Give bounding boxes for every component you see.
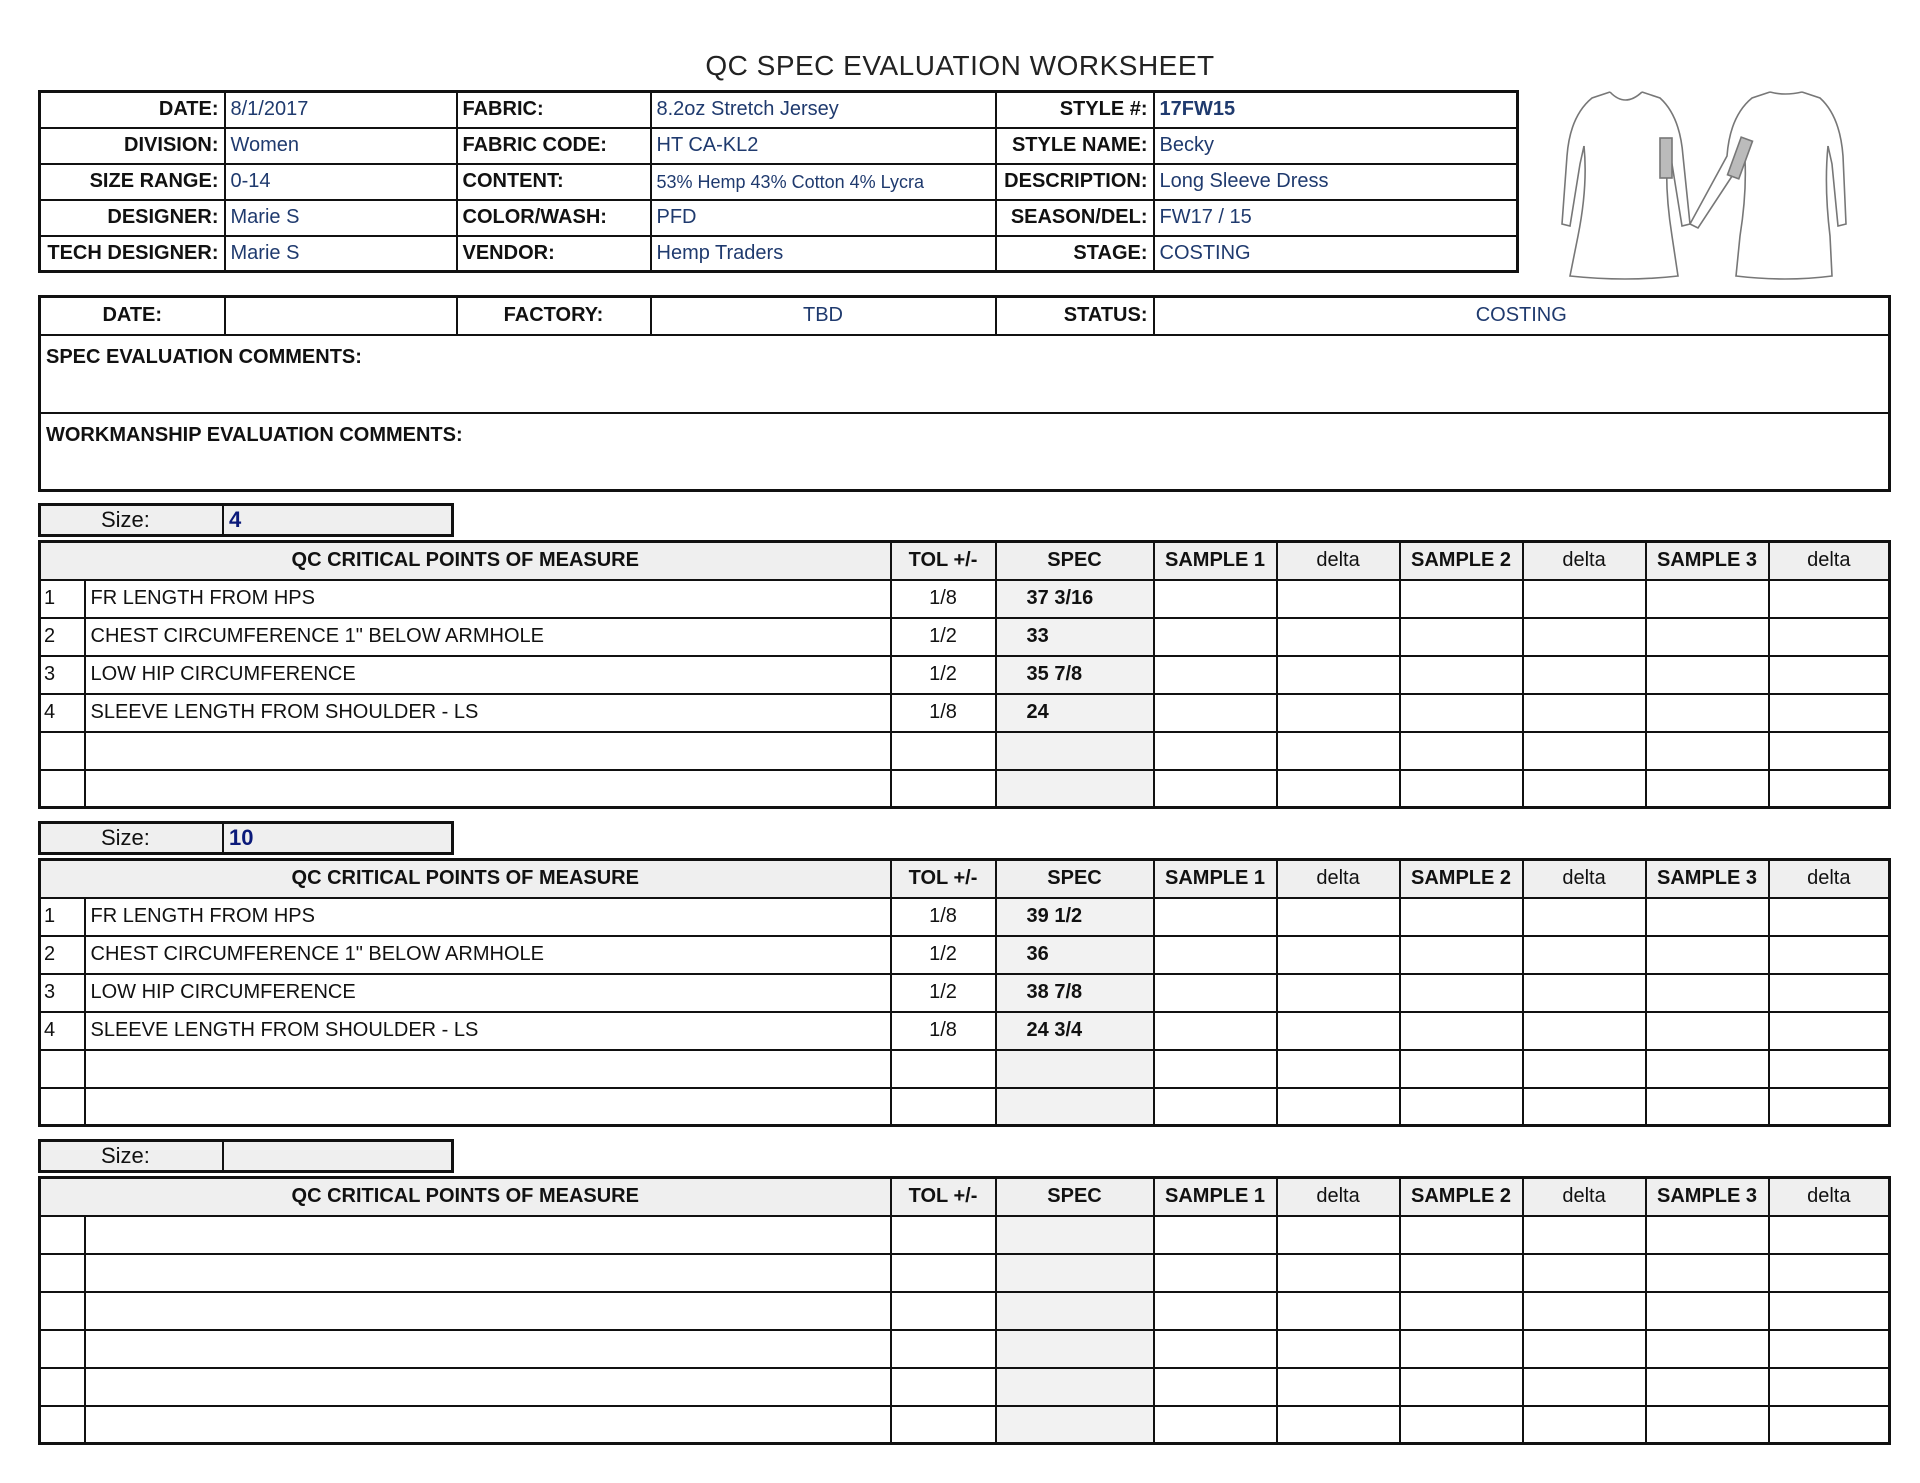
spec-cell[interactable]: 24 3/4 bbox=[996, 1012, 1154, 1050]
sample3-cell[interactable] bbox=[1646, 1050, 1769, 1088]
delta1-cell[interactable] bbox=[1277, 1292, 1400, 1330]
style-no-field[interactable]: 17FW15 bbox=[1154, 92, 1518, 128]
description-field[interactable]: Long Sleeve Dress bbox=[1154, 164, 1518, 200]
delta1-cell[interactable] bbox=[1277, 1254, 1400, 1292]
delta3-cell[interactable] bbox=[1769, 694, 1890, 732]
stage-field[interactable]: COSTING bbox=[1154, 236, 1518, 272]
sample2-cell[interactable] bbox=[1400, 1406, 1523, 1444]
content-label: CONTENT: bbox=[457, 164, 651, 200]
sample3-cell[interactable] bbox=[1646, 936, 1769, 974]
tol-cell[interactable]: 1/8 bbox=[891, 898, 996, 936]
pom-cell[interactable] bbox=[85, 1050, 891, 1088]
delta1-cell[interactable] bbox=[1277, 1406, 1400, 1444]
pom-cell[interactable]: CHEST CIRCUMFERENCE 1" BELOW ARMHOLE bbox=[85, 618, 891, 656]
sample2-cell[interactable] bbox=[1400, 770, 1523, 808]
sample3-cell[interactable] bbox=[1646, 974, 1769, 1012]
size-box bbox=[38, 503, 454, 537]
spec-cell[interactable] bbox=[996, 1368, 1154, 1406]
status-field[interactable]: COSTING bbox=[1154, 297, 1890, 335]
pom-cell[interactable] bbox=[85, 1254, 891, 1292]
tol-cell[interactable] bbox=[891, 1254, 996, 1292]
row-number bbox=[40, 1330, 85, 1368]
sample1-cell[interactable] bbox=[1154, 1292, 1277, 1330]
pom-cell[interactable]: SLEEVE LENGTH FROM SHOULDER - LS bbox=[85, 1012, 891, 1050]
tol-header: TOL +/- bbox=[891, 542, 996, 580]
front-view-sketch bbox=[1562, 92, 1690, 279]
sample2-cell[interactable] bbox=[1400, 1368, 1523, 1406]
sample1-header: SAMPLE 1 bbox=[1154, 1178, 1277, 1216]
division-field[interactable]: Women bbox=[225, 128, 457, 164]
delta1-header: delta bbox=[1277, 1178, 1400, 1216]
color-wash-label: COLOR/WASH: bbox=[457, 200, 651, 236]
delta1-cell[interactable] bbox=[1277, 770, 1400, 808]
spec-cell[interactable] bbox=[996, 1330, 1154, 1368]
tol-cell[interactable] bbox=[891, 732, 996, 770]
delta2-cell[interactable] bbox=[1523, 1406, 1646, 1444]
pom-cell[interactable] bbox=[85, 732, 891, 770]
row-number bbox=[40, 1254, 85, 1292]
size-range-field[interactable]: 0-14 bbox=[225, 164, 457, 200]
spec-cell[interactable]: 35 7/8 bbox=[996, 656, 1154, 694]
delta2-cell[interactable] bbox=[1523, 770, 1646, 808]
sample2-header: SAMPLE 2 bbox=[1400, 860, 1523, 898]
fabric-code-field[interactable]: HT CA-KL2 bbox=[651, 128, 996, 164]
sample3-cell[interactable] bbox=[1646, 656, 1769, 694]
sample1-cell[interactable] bbox=[1154, 1368, 1277, 1406]
spec-cell[interactable] bbox=[996, 1088, 1154, 1126]
table-row bbox=[40, 1050, 1890, 1088]
pom-table bbox=[38, 858, 1891, 1127]
spec-evaluation-comments[interactable]: SPEC EVALUATION COMMENTS: bbox=[40, 335, 1890, 413]
description-label: DESCRIPTION: bbox=[996, 164, 1154, 200]
spec-header: SPEC bbox=[996, 1178, 1154, 1216]
sample2-cell[interactable] bbox=[1400, 732, 1523, 770]
sample1-cell[interactable] bbox=[1154, 580, 1277, 618]
table-row bbox=[40, 974, 1890, 1012]
sample1-cell[interactable] bbox=[1154, 1254, 1277, 1292]
table-row bbox=[40, 1088, 1890, 1126]
pom-cell[interactable]: CHEST CIRCUMFERENCE 1" BELOW ARMHOLE bbox=[85, 936, 891, 974]
pom-cell[interactable] bbox=[85, 1292, 891, 1330]
sample2-cell[interactable] bbox=[1400, 1050, 1523, 1088]
delta2-cell[interactable] bbox=[1523, 1088, 1646, 1126]
delta3-cell[interactable] bbox=[1769, 898, 1890, 936]
table-row bbox=[40, 1254, 1890, 1292]
spec-cell[interactable]: 39 1/2 bbox=[996, 898, 1154, 936]
row-number bbox=[40, 770, 85, 808]
table-row bbox=[40, 898, 1890, 936]
size-label: Size: bbox=[41, 824, 224, 852]
sample1-header: SAMPLE 1 bbox=[1154, 860, 1277, 898]
tech-designer-field[interactable]: Marie S bbox=[225, 236, 457, 272]
tol-header: TOL +/- bbox=[891, 1178, 996, 1216]
delta2-cell[interactable] bbox=[1523, 580, 1646, 618]
tol-cell[interactable]: 1/8 bbox=[891, 1012, 996, 1050]
pom-cell[interactable]: FR LENGTH FROM HPS bbox=[85, 898, 891, 936]
row-number: 1 bbox=[40, 898, 85, 936]
spec-cell[interactable] bbox=[996, 732, 1154, 770]
delta1-cell[interactable] bbox=[1277, 1330, 1400, 1368]
delta3-cell[interactable] bbox=[1769, 1254, 1890, 1292]
sample1-cell[interactable] bbox=[1154, 770, 1277, 808]
delta3-cell[interactable] bbox=[1769, 1050, 1890, 1088]
table-row bbox=[40, 1330, 1890, 1368]
status-date-label: DATE: bbox=[40, 297, 225, 335]
sample1-header: SAMPLE 1 bbox=[1154, 542, 1277, 580]
sample2-cell[interactable] bbox=[1400, 618, 1523, 656]
factory-label: FACTORY: bbox=[457, 297, 651, 335]
factory-field[interactable]: TBD bbox=[651, 297, 996, 335]
row-number: 3 bbox=[40, 974, 85, 1012]
status-label: STATUS: bbox=[996, 297, 1154, 335]
sample3-cell[interactable] bbox=[1646, 580, 1769, 618]
pom-cell[interactable] bbox=[85, 1368, 891, 1406]
designer-label: DESIGNER: bbox=[40, 200, 225, 236]
sample2-cell[interactable] bbox=[1400, 1012, 1523, 1050]
back-view-sketch bbox=[1690, 92, 1846, 279]
delta2-header: delta bbox=[1523, 1178, 1646, 1216]
pom-cell[interactable] bbox=[85, 770, 891, 808]
sample3-cell[interactable] bbox=[1646, 1012, 1769, 1050]
garment-sketch bbox=[1540, 86, 1860, 286]
tol-cell[interactable] bbox=[891, 1330, 996, 1368]
spec-cell[interactable] bbox=[996, 1254, 1154, 1292]
row-number: 4 bbox=[40, 1012, 85, 1050]
sample3-header: SAMPLE 3 bbox=[1646, 1178, 1769, 1216]
delta3-header: delta bbox=[1769, 1178, 1890, 1216]
row-number bbox=[40, 732, 85, 770]
spec-cell[interactable]: 33 bbox=[996, 618, 1154, 656]
delta2-cell[interactable] bbox=[1523, 898, 1646, 936]
sample1-cell[interactable] bbox=[1154, 694, 1277, 732]
delta1-cell[interactable] bbox=[1277, 1012, 1400, 1050]
delta3-cell[interactable] bbox=[1769, 1330, 1890, 1368]
delta1-cell[interactable] bbox=[1277, 580, 1400, 618]
tol-cell[interactable] bbox=[891, 1050, 996, 1088]
sample3-cell[interactable] bbox=[1646, 1216, 1769, 1254]
delta2-header: delta bbox=[1523, 542, 1646, 580]
sample1-cell[interactable] bbox=[1154, 732, 1277, 770]
spec-header: SPEC bbox=[996, 860, 1154, 898]
spec-cell[interactable] bbox=[996, 1406, 1154, 1444]
row-number bbox=[40, 1368, 85, 1406]
table-row bbox=[40, 1012, 1890, 1050]
sample1-cell[interactable] bbox=[1154, 1012, 1277, 1050]
delta3-cell[interactable] bbox=[1769, 618, 1890, 656]
size-field[interactable]: 4 bbox=[224, 506, 451, 534]
season-field[interactable]: FW17 / 15 bbox=[1154, 200, 1518, 236]
sample3-cell[interactable] bbox=[1646, 1406, 1769, 1444]
tol-cell[interactable]: 1/8 bbox=[891, 580, 996, 618]
date-label: DATE: bbox=[40, 92, 225, 128]
table-row bbox=[40, 770, 1890, 808]
pom-cell[interactable]: FR LENGTH FROM HPS bbox=[85, 580, 891, 618]
sample2-cell[interactable] bbox=[1400, 580, 1523, 618]
designer-field[interactable]: Marie S bbox=[225, 200, 457, 236]
delta1-cell[interactable] bbox=[1277, 898, 1400, 936]
sample3-cell[interactable] bbox=[1646, 732, 1769, 770]
table-row bbox=[40, 1292, 1890, 1330]
size-range-label: SIZE RANGE: bbox=[40, 164, 225, 200]
sample1-cell[interactable] bbox=[1154, 1330, 1277, 1368]
style-name-field[interactable]: Becky bbox=[1154, 128, 1518, 164]
sample3-cell[interactable] bbox=[1646, 1292, 1769, 1330]
delta1-cell[interactable] bbox=[1277, 618, 1400, 656]
table-row bbox=[40, 1216, 1890, 1254]
tol-cell[interactable] bbox=[891, 1216, 996, 1254]
sample3-header: SAMPLE 3 bbox=[1646, 860, 1769, 898]
delta1-cell[interactable] bbox=[1277, 1050, 1400, 1088]
delta1-cell[interactable] bbox=[1277, 1088, 1400, 1126]
delta3-cell[interactable] bbox=[1769, 974, 1890, 1012]
spec-header: SPEC bbox=[996, 542, 1154, 580]
sample2-cell[interactable] bbox=[1400, 694, 1523, 732]
sample2-cell[interactable] bbox=[1400, 1088, 1523, 1126]
pom-cell[interactable] bbox=[85, 1330, 891, 1368]
sample2-cell[interactable] bbox=[1400, 1254, 1523, 1292]
pom-cell[interactable] bbox=[85, 1216, 891, 1254]
spec-cell[interactable]: 37 3/16 bbox=[996, 580, 1154, 618]
size-box bbox=[38, 1139, 454, 1173]
delta1-header: delta bbox=[1277, 860, 1400, 898]
season-label: SEASON/DEL: bbox=[996, 200, 1154, 236]
delta3-cell[interactable] bbox=[1769, 1216, 1890, 1254]
delta3-cell[interactable] bbox=[1769, 656, 1890, 694]
fabric-field[interactable]: 8.2oz Stretch Jersey bbox=[651, 92, 996, 128]
delta1-cell[interactable] bbox=[1277, 732, 1400, 770]
pom-header: QC CRITICAL POINTS OF MEASURE bbox=[40, 1178, 891, 1216]
spec-cell[interactable]: 38 7/8 bbox=[996, 974, 1154, 1012]
sample2-cell[interactable] bbox=[1400, 1330, 1523, 1368]
delta1-cell[interactable] bbox=[1277, 1368, 1400, 1406]
style-info-table bbox=[38, 90, 1519, 273]
delta2-cell[interactable] bbox=[1523, 1254, 1646, 1292]
sample2-cell[interactable] bbox=[1400, 936, 1523, 974]
sample1-cell[interactable] bbox=[1154, 1406, 1277, 1444]
fabric-label: FABRIC: bbox=[457, 92, 651, 128]
delta3-cell[interactable] bbox=[1769, 732, 1890, 770]
delta3-cell[interactable] bbox=[1769, 1012, 1890, 1050]
table-row bbox=[40, 694, 1890, 732]
table-row bbox=[40, 618, 1890, 656]
table-row bbox=[40, 732, 1890, 770]
table-row bbox=[40, 580, 1890, 618]
tech-designer-label: TECH DESIGNER: bbox=[40, 236, 225, 272]
tol-cell[interactable]: 1/2 bbox=[891, 618, 996, 656]
delta2-cell[interactable] bbox=[1523, 1216, 1646, 1254]
delta2-cell[interactable] bbox=[1523, 1292, 1646, 1330]
division-label: DIVISION: bbox=[40, 128, 225, 164]
pom-cell[interactable]: LOW HIP CIRCUMFERENCE bbox=[85, 974, 891, 1012]
sample1-cell[interactable] bbox=[1154, 1088, 1277, 1126]
delta1-cell[interactable] bbox=[1277, 694, 1400, 732]
sample3-cell[interactable] bbox=[1646, 898, 1769, 936]
sample3-cell[interactable] bbox=[1646, 618, 1769, 656]
delta3-cell[interactable] bbox=[1769, 1292, 1890, 1330]
sample2-cell[interactable] bbox=[1400, 974, 1523, 1012]
size-field[interactable]: 10 bbox=[224, 824, 451, 852]
sample2-cell[interactable] bbox=[1400, 1216, 1523, 1254]
sample3-cell[interactable] bbox=[1646, 694, 1769, 732]
pom-table bbox=[38, 540, 1891, 809]
sample2-header: SAMPLE 2 bbox=[1400, 1178, 1523, 1216]
size-label: Size: bbox=[41, 1142, 224, 1170]
sample3-cell[interactable] bbox=[1646, 1330, 1769, 1368]
status-date-field[interactable] bbox=[225, 297, 457, 335]
sample2-header: SAMPLE 2 bbox=[1400, 542, 1523, 580]
delta2-header: delta bbox=[1523, 860, 1646, 898]
style-no-label: STYLE #: bbox=[996, 92, 1154, 128]
delta3-header: delta bbox=[1769, 860, 1890, 898]
size-box bbox=[38, 821, 454, 855]
tol-cell[interactable] bbox=[891, 770, 996, 808]
delta3-cell[interactable] bbox=[1769, 770, 1890, 808]
delta2-cell[interactable] bbox=[1523, 1368, 1646, 1406]
delta1-cell[interactable] bbox=[1277, 1216, 1400, 1254]
sample3-cell[interactable] bbox=[1646, 1088, 1769, 1126]
sample3-cell[interactable] bbox=[1646, 770, 1769, 808]
fabric-code-label: FABRIC CODE: bbox=[457, 128, 651, 164]
row-number: 1 bbox=[40, 580, 85, 618]
row-number bbox=[40, 1216, 85, 1254]
sample1-cell[interactable] bbox=[1154, 898, 1277, 936]
delta2-cell[interactable] bbox=[1523, 656, 1646, 694]
color-wash-field[interactable]: PFD bbox=[651, 200, 996, 236]
tol-cell[interactable] bbox=[891, 1292, 996, 1330]
sample1-cell[interactable] bbox=[1154, 1216, 1277, 1254]
pom-header: QC CRITICAL POINTS OF MEASURE bbox=[40, 542, 891, 580]
tol-cell[interactable]: 1/8 bbox=[891, 694, 996, 732]
tol-cell[interactable]: 1/2 bbox=[891, 936, 996, 974]
row-number bbox=[40, 1406, 85, 1444]
spec-cell[interactable] bbox=[996, 1216, 1154, 1254]
sample1-cell[interactable] bbox=[1154, 936, 1277, 974]
sample2-cell[interactable] bbox=[1400, 656, 1523, 694]
size-field[interactable] bbox=[224, 1142, 451, 1170]
row-number: 2 bbox=[40, 936, 85, 974]
delta2-cell[interactable] bbox=[1523, 1330, 1646, 1368]
status-table bbox=[38, 295, 1891, 492]
delta2-cell[interactable] bbox=[1523, 936, 1646, 974]
pom-cell[interactable]: SLEEVE LENGTH FROM SHOULDER - LS bbox=[85, 694, 891, 732]
sample3-header: SAMPLE 3 bbox=[1646, 542, 1769, 580]
delta2-cell[interactable] bbox=[1523, 1050, 1646, 1088]
tol-cell[interactable] bbox=[891, 1088, 996, 1126]
vendor-label: VENDOR: bbox=[457, 236, 651, 272]
spec-cell[interactable] bbox=[996, 1050, 1154, 1088]
tol-header: TOL +/- bbox=[891, 860, 996, 898]
sample3-cell[interactable] bbox=[1646, 1254, 1769, 1292]
workmanship-evaluation-comments[interactable]: WORKMANSHIP EVALUATION COMMENTS: bbox=[40, 413, 1890, 491]
delta1-header: delta bbox=[1277, 542, 1400, 580]
table-row bbox=[40, 1368, 1890, 1406]
stage-label: STAGE: bbox=[996, 236, 1154, 272]
sample2-cell[interactable] bbox=[1400, 1292, 1523, 1330]
tol-cell[interactable] bbox=[891, 1406, 996, 1444]
content-field[interactable]: 53% Hemp 43% Cotton 4% Lycra bbox=[651, 164, 996, 200]
row-number: 3 bbox=[40, 656, 85, 694]
page-title: QC SPEC EVALUATION WORKSHEET bbox=[705, 50, 1215, 81]
tol-cell[interactable]: 1/2 bbox=[891, 974, 996, 1012]
spec-cell[interactable]: 24 bbox=[996, 694, 1154, 732]
delta2-cell[interactable] bbox=[1523, 694, 1646, 732]
row-number bbox=[40, 1050, 85, 1088]
delta3-cell[interactable] bbox=[1769, 1368, 1890, 1406]
style-name-label: STYLE NAME: bbox=[996, 128, 1154, 164]
delta2-cell[interactable] bbox=[1523, 1012, 1646, 1050]
spec-cell[interactable] bbox=[996, 770, 1154, 808]
delta2-cell[interactable] bbox=[1523, 618, 1646, 656]
delta3-cell[interactable] bbox=[1769, 1406, 1890, 1444]
row-number: 2 bbox=[40, 618, 85, 656]
delta2-cell[interactable] bbox=[1523, 732, 1646, 770]
delta1-cell[interactable] bbox=[1277, 936, 1400, 974]
size-label: Size: bbox=[41, 506, 224, 534]
sample1-cell[interactable] bbox=[1154, 618, 1277, 656]
pom-cell[interactable] bbox=[85, 1406, 891, 1444]
tol-cell[interactable] bbox=[891, 1368, 996, 1406]
table-row bbox=[40, 656, 1890, 694]
sample1-cell[interactable] bbox=[1154, 656, 1277, 694]
delta3-cell[interactable] bbox=[1769, 936, 1890, 974]
row-number: 4 bbox=[40, 694, 85, 732]
sample1-cell[interactable] bbox=[1154, 974, 1277, 1012]
tol-cell[interactable]: 1/2 bbox=[891, 656, 996, 694]
delta1-cell[interactable] bbox=[1277, 974, 1400, 1012]
row-number bbox=[40, 1292, 85, 1330]
delta3-cell[interactable] bbox=[1769, 580, 1890, 618]
pom-header: QC CRITICAL POINTS OF MEASURE bbox=[40, 860, 891, 898]
sample2-cell[interactable] bbox=[1400, 898, 1523, 936]
pom-table bbox=[38, 1176, 1891, 1445]
delta3-cell[interactable] bbox=[1769, 1088, 1890, 1126]
delta1-cell[interactable] bbox=[1277, 656, 1400, 694]
delta2-cell[interactable] bbox=[1523, 974, 1646, 1012]
sample1-cell[interactable] bbox=[1154, 1050, 1277, 1088]
spec-cell[interactable]: 36 bbox=[996, 936, 1154, 974]
spec-cell[interactable] bbox=[996, 1292, 1154, 1330]
vendor-field[interactable]: Hemp Traders bbox=[651, 236, 996, 272]
date-field[interactable]: 8/1/2017 bbox=[225, 92, 457, 128]
row-number bbox=[40, 1088, 85, 1126]
pom-cell[interactable] bbox=[85, 1088, 891, 1126]
table-row bbox=[40, 1406, 1890, 1444]
delta3-header: delta bbox=[1769, 542, 1890, 580]
table-row bbox=[40, 936, 1890, 974]
pom-cell[interactable]: LOW HIP CIRCUMFERENCE bbox=[85, 656, 891, 694]
sample3-cell[interactable] bbox=[1646, 1368, 1769, 1406]
